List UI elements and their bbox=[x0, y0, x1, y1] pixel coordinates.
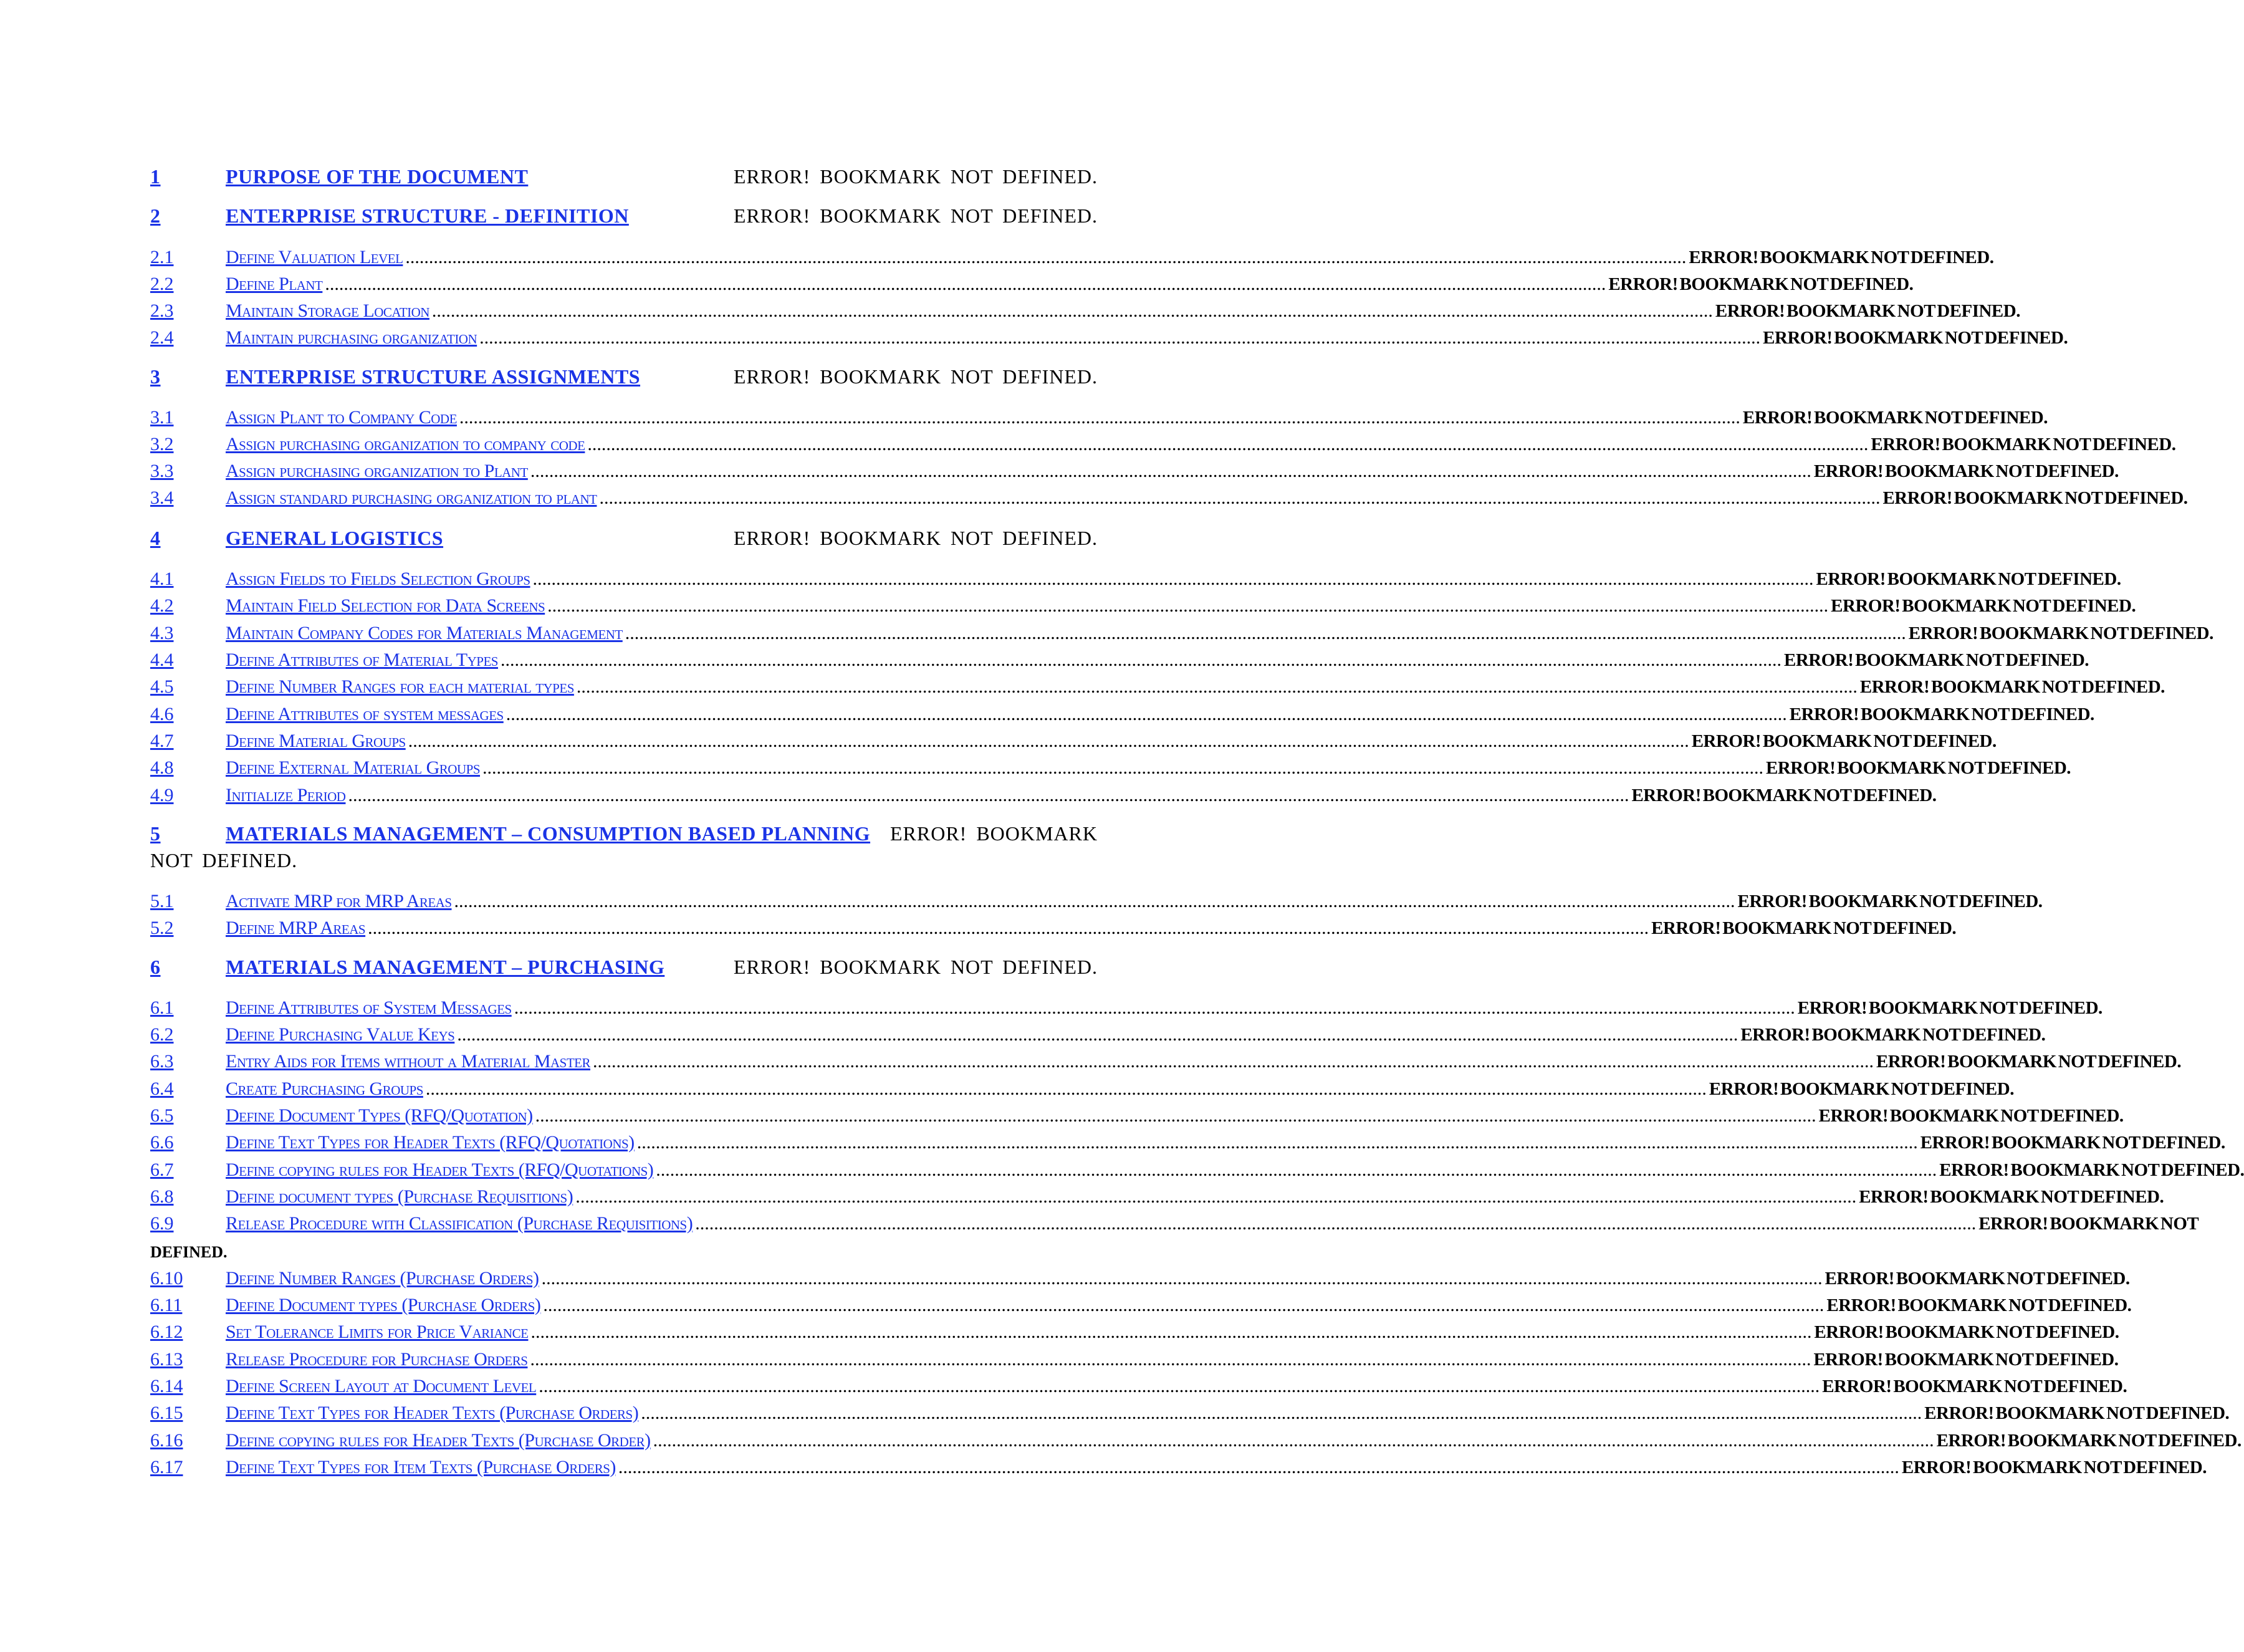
toc-entry-title-link[interactable]: Define Material Groups bbox=[226, 731, 406, 751]
toc-entry-6-13 bbox=[150, 1345, 2119, 1370]
bookmark-error-text: ERROR! BOOKMARK NOT DEFINED. bbox=[1766, 758, 2071, 778]
toc-entry-number-link[interactable]: 6.13 bbox=[150, 1349, 183, 1370]
toc-entry-6-15 bbox=[150, 1399, 2230, 1424]
toc-entry-title-link[interactable]: Assign Plant to Company Code bbox=[226, 407, 457, 428]
toc-entry-title-link[interactable]: Define Document Types (RFQ/Quotation) bbox=[226, 1105, 533, 1126]
dot-leader: .................................................................................................................................................................................................................................................................................. bbox=[653, 1430, 1934, 1451]
dot-leader: .................................................................................................................................................................................................................................................................................. bbox=[641, 1403, 1922, 1423]
dot-leader: .................................................................................................................................................................................................................................................................................. bbox=[530, 461, 1811, 481]
dot-leader: .................................................................................................................................................................................................................................................................................. bbox=[530, 1349, 1811, 1370]
toc-entry-number-link[interactable]: 1 bbox=[150, 165, 161, 188]
bookmark-error-text: ERROR! BOOKMARK NOT DEFINED. bbox=[1936, 1431, 2242, 1451]
toc-entry-title-link[interactable]: Define Plant bbox=[226, 274, 323, 294]
toc-entry-6-10 bbox=[150, 1264, 2130, 1289]
dot-leader: .................................................................................................................................................................................................................................................................................. bbox=[405, 247, 1687, 267]
toc-entry-title-link[interactable]: Assign purchasing organization to company code bbox=[226, 434, 585, 454]
toc-entry-1 bbox=[150, 163, 1098, 188]
toc-entry-number-link[interactable]: 3.1 bbox=[150, 407, 174, 428]
toc-entry-title-link[interactable]: Assign purchasing organization to Plant bbox=[226, 461, 528, 481]
dot-leader: .................................................................................................................................................................................................................................................................................. bbox=[514, 997, 1795, 1018]
dot-leader: .................................................................................................................................................................................................................................................................................. bbox=[656, 1160, 1937, 1180]
dot-leader: .................................................................................................................................................................................................................................................................................. bbox=[500, 650, 1781, 670]
bookmark-error-text: ERROR! BOOKMARK NOT DEFINED. bbox=[1814, 1322, 2119, 1342]
toc-entry-title-link[interactable]: PURPOSE OF THE DOCUMENT bbox=[226, 165, 529, 188]
toc-entry-title-link[interactable]: Define Attributes of system messages bbox=[226, 704, 504, 724]
toc-entry-title-link[interactable]: Define Text Types for Header Texts (Purchase Orders) bbox=[226, 1403, 639, 1423]
dot-leader: .................................................................................................................................................................................................................................................................................. bbox=[618, 1457, 1899, 1477]
bookmark-error-text: ERROR! BOOKMARK NOT DEFINED. bbox=[1715, 301, 2020, 321]
toc-entry-6-5 bbox=[150, 1102, 2124, 1126]
bookmark-error-text: ERROR! BOOKMARK NOT DEFINED. bbox=[1859, 1187, 2164, 1207]
toc-entry-number-link[interactable]: 6.9 bbox=[150, 1213, 174, 1234]
toc-entry-number-link[interactable]: 6.12 bbox=[150, 1322, 183, 1342]
bookmark-error-text: ERROR! BOOKMARK NOT DEFINED. bbox=[1822, 1376, 2127, 1396]
toc-entry-title-link[interactable]: ENTERPRISE STRUCTURE ASSIGNMENTS bbox=[226, 365, 641, 388]
toc-entry-6-3 bbox=[150, 1047, 2182, 1072]
dot-leader: .................................................................................................................................................................................................................................................................................. bbox=[547, 595, 1829, 616]
toc-entry-3 bbox=[150, 363, 1098, 388]
toc-entry-title-link[interactable]: Define Number Ranges (Purchase Orders) bbox=[226, 1268, 539, 1289]
toc-entry-6-7 bbox=[150, 1156, 2244, 1181]
toc-entry-3-1 bbox=[150, 403, 2048, 428]
bookmark-error-text: ERROR! BOOKMARK NOT DEFINED. bbox=[1651, 918, 1957, 938]
toc-entry-6-16 bbox=[150, 1426, 2242, 1451]
dot-leader: .................................................................................................................................................................................................................................................................................. bbox=[575, 1186, 1857, 1207]
dot-leader: .................................................................................................................................................................................................................................................................................. bbox=[695, 1213, 1977, 1234]
toc-entry-title-link[interactable]: Define Text Types for Header Texts (RFQ/Quotations) bbox=[226, 1132, 635, 1153]
bookmark-error-text: ERROR! BOOKMARK NOT DEFINED. bbox=[1824, 1269, 2130, 1289]
dot-leader: .................................................................................................................................................................................................................................................................................. bbox=[459, 407, 1740, 428]
bookmark-error-text: ERROR! BOOKMARK NOT DEFINED. bbox=[1742, 408, 2048, 428]
toc-entry-title-link[interactable]: Entry Aids for Items without a Material Master bbox=[226, 1051, 591, 1072]
bookmark-error-continuation: DEFINED. bbox=[150, 1243, 228, 1261]
dot-leader: .................................................................................................................................................................................................................................................................................. bbox=[454, 891, 1735, 911]
toc-entry-number-link[interactable]: 6.1 bbox=[150, 997, 174, 1018]
toc-entry-title-link[interactable]: Define MRP Areas bbox=[226, 918, 366, 938]
toc-entry-title-link[interactable]: Define Attributes of System Messages bbox=[226, 997, 512, 1018]
toc-entry-4-8 bbox=[150, 754, 2071, 779]
dot-leader: .................................................................................................................................................................................................................................................................................. bbox=[431, 300, 1713, 321]
toc-entry-3-3 bbox=[150, 457, 2119, 482]
dot-leader: .................................................................................................................................................................................................................................................................................. bbox=[593, 1051, 1874, 1072]
toc-entry-title-link[interactable]: Define Attributes of Material Types bbox=[226, 650, 498, 670]
toc-entry-number-link[interactable]: 6.3 bbox=[150, 1051, 174, 1072]
dot-leader: .................................................................................................................................................................................................................................................................................. bbox=[408, 731, 1689, 751]
toc-entry-title-link[interactable]: Maintain purchasing organization bbox=[226, 327, 477, 348]
toc-entry-title-link[interactable]: Assign standard purchasing organization to plant bbox=[226, 487, 597, 508]
toc-entry-number-link[interactable]: 6.17 bbox=[150, 1457, 183, 1477]
toc-entry-title-link[interactable]: Define copying rules for Header Texts (Purchase Order) bbox=[226, 1430, 651, 1451]
dot-leader: .................................................................................................................................................................................................................................................................................. bbox=[425, 1078, 1707, 1099]
dot-leader: .................................................................................................................................................................................................................................................................................. bbox=[325, 274, 1606, 294]
toc-entry-title-link[interactable]: Define Purchasing Value Keys bbox=[226, 1024, 455, 1045]
toc-entry-number-link[interactable]: 2.2 bbox=[150, 274, 174, 294]
toc-entry-5-1 bbox=[150, 887, 2043, 912]
toc-entry-number-link[interactable]: 6.16 bbox=[150, 1430, 183, 1451]
toc-entry-title-link[interactable]: Define Number Ranges for each material types bbox=[226, 676, 574, 697]
toc-entry-number-link[interactable]: 6.11 bbox=[150, 1295, 183, 1315]
toc-entry-number-link[interactable]: 6 bbox=[150, 956, 161, 978]
dot-leader: .................................................................................................................................................................................................................................................................................. bbox=[457, 1024, 1738, 1045]
toc-entry-number-link[interactable]: 6.15 bbox=[150, 1403, 183, 1423]
toc-entry-title-link[interactable]: Define Document types (Purchase Orders) bbox=[226, 1295, 541, 1315]
toc-entry-number-link[interactable]: 3.3 bbox=[150, 461, 174, 481]
bookmark-error-text: ERROR! BOOKMARK NOT DEFINED. bbox=[1924, 1403, 2230, 1423]
bookmark-error-text: ERROR! BOOKMARK NOT DEFINED. bbox=[1859, 677, 2165, 697]
toc-entry-number-link[interactable]: 4.1 bbox=[150, 569, 174, 589]
bookmark-error-text: ERROR! BOOKMARK NOT DEFINED. bbox=[1901, 1458, 2207, 1477]
dot-leader: .................................................................................................................................................................................................................................................................................. bbox=[576, 676, 1858, 697]
bookmark-error-text: ERROR! BOOKMARK NOT DEFINED. bbox=[1737, 891, 2043, 911]
toc-entry-4-1 bbox=[150, 565, 2121, 590]
dot-leader: .................................................................................................................................................................................................................................................................................. bbox=[587, 434, 1869, 454]
dot-leader: .................................................................................................................................................................................................................................................................................. bbox=[625, 623, 1906, 643]
toc-entry-title-link[interactable]: Create Purchasing Groups bbox=[226, 1078, 423, 1099]
toc-entry-2 bbox=[150, 203, 1098, 228]
dot-leader: .................................................................................................................................................................................................................................................................................. bbox=[368, 918, 1649, 938]
toc-entry-title-link[interactable]: Maintain Company Codes for Materials Management bbox=[226, 623, 623, 643]
bookmark-error-text: ERROR! BOOKMARK NOT DEFINED. bbox=[1831, 596, 2136, 616]
toc-entry-3-2 bbox=[150, 430, 2176, 455]
toc-entry-5 bbox=[150, 820, 1098, 845]
toc-entry-6-12 bbox=[150, 1318, 2119, 1343]
toc-entry-title-link[interactable]: Release Procedure for Purchase Orders bbox=[226, 1349, 528, 1370]
toc-entry-number-link[interactable]: 6.6 bbox=[150, 1132, 174, 1153]
bookmark-error-text: ERROR! BOOKMARK NOT DEFINED. bbox=[1608, 274, 1914, 294]
toc-entry-title-link[interactable]: ENTERPRISE STRUCTURE - DEFINITION bbox=[226, 204, 629, 227]
dot-leader: .................................................................................................................................................................................................................................................................................. bbox=[506, 704, 1787, 724]
bookmark-error-text: ERROR! BOOKMARK bbox=[889, 822, 1098, 845]
bookmark-error-text: ERROR! BOOKMARK NOT DEFINED. bbox=[1783, 650, 2089, 670]
toc-entry-number-link[interactable]: 3 bbox=[150, 365, 161, 388]
toc-entry-title-link[interactable]: Release Procedure with Classification (Purchase Requisitions) bbox=[226, 1213, 693, 1234]
toc-entry-title-link[interactable]: Define Valuation Level bbox=[226, 247, 403, 267]
toc-entry-number-link[interactable]: 5.1 bbox=[150, 891, 174, 911]
toc-entry-number-link[interactable]: 4 bbox=[150, 527, 161, 549]
toc-entry-number-link[interactable]: 6.10 bbox=[150, 1268, 183, 1289]
toc-entry-title-link[interactable]: Define Text Types for Item Texts (Purchase Orders) bbox=[226, 1457, 616, 1477]
toc-entry-6-6 bbox=[150, 1128, 2225, 1153]
toc-entry-number-link[interactable]: 6.5 bbox=[150, 1105, 174, 1126]
dot-leader: .................................................................................................................................................................................................................................................................................. bbox=[541, 1268, 1823, 1289]
dot-leader: .................................................................................................................................................................................................................................................................................. bbox=[530, 1322, 1812, 1342]
toc-entry-title-link[interactable]: MATERIALS MANAGEMENT – CONSUMPTION BASED PLANNING bbox=[226, 822, 871, 845]
toc-entry-5-2 bbox=[150, 914, 1957, 939]
toc-entry-title-link[interactable]: GENERAL LOGISTICS bbox=[226, 527, 444, 549]
dot-leader: .................................................................................................................................................................................................................................................................................. bbox=[636, 1132, 1918, 1153]
bookmark-error-text: ERROR! BOOKMARK NOT DEFINED. bbox=[1763, 328, 2068, 348]
bookmark-error-text: ERROR! BOOKMARK NOT DEFINED. bbox=[1631, 785, 1937, 805]
toc-entry-6-9 bbox=[150, 1209, 2199, 1234]
toc-entry-number-link[interactable]: 6.4 bbox=[150, 1078, 174, 1099]
bookmark-error-text: ERROR! BOOKMARK NOT DEFINED. bbox=[1816, 569, 2121, 589]
dot-leader: .................................................................................................................................................................................................................................................................................. bbox=[599, 487, 1881, 508]
bookmark-error-text: ERROR! BOOKMARK NOT DEFINED. bbox=[1920, 1133, 2225, 1153]
toc-entry-number-link[interactable]: 2.1 bbox=[150, 247, 174, 267]
toc-entry-2-3 bbox=[150, 297, 2020, 322]
toc-entry-number-link[interactable]: 6.7 bbox=[150, 1160, 174, 1180]
bookmark-error-text: ERROR! BOOKMARK NOT DEFINED. bbox=[1939, 1160, 2244, 1180]
toc-entry-6-14 bbox=[150, 1372, 2127, 1397]
toc-entry-number-link[interactable]: 4.2 bbox=[150, 595, 174, 616]
bookmark-error-text: ERROR! BOOKMARK NOT DEFINED. bbox=[1908, 623, 2213, 643]
toc-entry-4-7 bbox=[150, 727, 1997, 752]
toc-entry-title-link[interactable]: Maintain Field Selection for Data Screens bbox=[226, 595, 545, 616]
toc-entry-title-link[interactable]: MATERIALS MANAGEMENT – PURCHASING bbox=[226, 956, 665, 978]
bookmark-error-text: ERROR! BOOKMARK NOT DEFINED. bbox=[1876, 1052, 2182, 1072]
toc-entry-4-5 bbox=[150, 673, 2165, 698]
bookmark-error-continuation: NOT DEFINED. bbox=[150, 849, 298, 872]
toc-entry-4-4 bbox=[150, 646, 2089, 671]
toc-entry-6-4 bbox=[150, 1075, 2014, 1100]
toc-entry-number-link[interactable]: 6.8 bbox=[150, 1186, 174, 1207]
dot-leader: .................................................................................................................................................................................................................................................................................. bbox=[532, 569, 1814, 589]
toc-entry-number-link[interactable]: 4.6 bbox=[150, 704, 174, 724]
dot-leader: .................................................................................................................................................................................................................................................................................. bbox=[348, 785, 1629, 805]
bookmark-error-text: ERROR! BOOKMARK NOT DEFINED. bbox=[1826, 1295, 2132, 1315]
toc-entry-title-link[interactable]: Assign Fields to Fields Selection Groups bbox=[226, 569, 530, 589]
toc-entry-title-link[interactable]: Define document types (Purchase Requisitions) bbox=[226, 1186, 573, 1207]
toc-entry-number-link[interactable]: 4.8 bbox=[150, 757, 174, 778]
toc-entry-number-link[interactable]: 4.9 bbox=[150, 785, 174, 805]
toc-entry-4-2 bbox=[150, 592, 2136, 617]
toc-entry-number-link[interactable]: 5.2 bbox=[150, 918, 174, 938]
toc-entry-number-link[interactable]: 4.4 bbox=[150, 650, 174, 670]
bookmark-error-text: ERROR! BOOKMARK NOT DEFINED. bbox=[1691, 731, 1997, 751]
bookmark-error-text: ERROR! BOOKMARK NOT DEFINED. bbox=[733, 204, 1098, 227]
bookmark-error-text: ERROR! BOOKMARK NOT DEFINED. bbox=[1813, 1350, 2119, 1370]
toc-entry-6-1 bbox=[150, 994, 2103, 1019]
toc-entry-4-9 bbox=[150, 781, 1937, 806]
toc-entry-title-link[interactable]: Define External Material Groups bbox=[226, 757, 480, 778]
toc-entry-number-link[interactable]: 2.3 bbox=[150, 300, 174, 321]
bookmark-error-text: ERROR! BOOKMARK NOT DEFINED. bbox=[733, 527, 1098, 549]
toc-entry-number-link[interactable]: 2 bbox=[150, 204, 161, 227]
bookmark-error-text: ERROR! BOOKMARK NOT DEFINED. bbox=[733, 365, 1098, 388]
toc-entry-title-link[interactable]: Define copying rules for Header Texts (RFQ/Quotations) bbox=[226, 1160, 654, 1180]
toc-entry-3-4 bbox=[150, 484, 2188, 509]
toc-entry-title-link[interactable]: Set Tolerance Limits for Price Variance bbox=[226, 1322, 529, 1342]
dot-leader: .................................................................................................................................................................................................................................................................................. bbox=[482, 757, 1763, 778]
toc-entry-title-link[interactable]: Maintain Storage Location bbox=[226, 300, 429, 321]
toc-entry-title-link[interactable]: Activate MRP for MRP Areas bbox=[226, 891, 452, 911]
bookmark-error-text: ERROR! BOOKMARK NOT DEFINED. bbox=[1789, 704, 2094, 724]
toc-entry-number-link[interactable]: 3.4 bbox=[150, 487, 174, 508]
toc-entry-2-4 bbox=[150, 324, 2068, 348]
toc-entry-6-8 bbox=[150, 1183, 2164, 1208]
toc-entry-6 bbox=[150, 954, 1098, 979]
toc-entry-title-link[interactable]: Initialize Period bbox=[226, 785, 346, 805]
bookmark-error-text: ERROR! BOOKMARK NOT DEFINED. bbox=[733, 165, 1098, 188]
toc-entry-title-link[interactable]: Define Screen Layout at Document Level bbox=[226, 1376, 537, 1396]
toc-entry-number-link[interactable]: 3.2 bbox=[150, 434, 174, 454]
toc-entry-4-6 bbox=[150, 700, 2094, 725]
bookmark-error-text: ERROR! BOOKMARK NOT DEFINED. bbox=[1818, 1106, 2124, 1126]
toc-entry-4 bbox=[150, 525, 1098, 550]
dot-leader: .................................................................................................................................................................................................................................................................................. bbox=[543, 1295, 1824, 1315]
toc-entry-number-link[interactable]: 6.2 bbox=[150, 1024, 174, 1045]
toc-entry-number-link[interactable]: 4.3 bbox=[150, 623, 174, 643]
toc-entry-6-11 bbox=[150, 1291, 2132, 1316]
dot-leader: .................................................................................................................................................................................................................................................................................. bbox=[479, 327, 1761, 348]
toc-entry-6-2 bbox=[150, 1020, 2046, 1045]
toc-entry-2-1 bbox=[150, 243, 1994, 268]
toc-entry-number-link[interactable]: 4.7 bbox=[150, 731, 174, 751]
toc-entry-number-link[interactable]: 2.4 bbox=[150, 327, 174, 348]
dot-leader: .................................................................................................................................................................................................................................................................................. bbox=[535, 1105, 1816, 1126]
bookmark-error-text: ERROR! BOOKMARK NOT DEFINED. bbox=[1740, 1025, 2046, 1045]
bookmark-error-text: ERROR! BOOKMARK NOT DEFINED. bbox=[1813, 461, 2119, 481]
bookmark-error-text: ERROR! BOOKMARK NOT DEFINED. bbox=[1882, 488, 2188, 508]
bookmark-error-text: ERROR! BOOKMARK NOT bbox=[1978, 1214, 2199, 1234]
toc-entry-6-17 bbox=[150, 1453, 2207, 1478]
dot-leader: .................................................................................................................................................................................................................................................................................. bbox=[539, 1376, 1820, 1396]
bookmark-error-text: ERROR! BOOKMARK NOT DEFINED. bbox=[1709, 1079, 2014, 1099]
toc-entry-number-link[interactable]: 5 bbox=[150, 822, 161, 845]
toc-entry-4-3 bbox=[150, 619, 2213, 644]
bookmark-error-text: ERROR! BOOKMARK NOT DEFINED. bbox=[1689, 247, 1994, 267]
bookmark-error-text: ERROR! BOOKMARK NOT DEFINED. bbox=[1871, 435, 2176, 454]
bookmark-error-text: ERROR! BOOKMARK NOT DEFINED. bbox=[1797, 998, 2103, 1018]
toc-entry-number-link[interactable]: 6.14 bbox=[150, 1376, 183, 1396]
toc-entry-number-link[interactable]: 4.5 bbox=[150, 676, 174, 697]
bookmark-error-text: ERROR! BOOKMARK NOT DEFINED. bbox=[733, 956, 1098, 978]
toc-entry-2-2 bbox=[150, 270, 1914, 295]
